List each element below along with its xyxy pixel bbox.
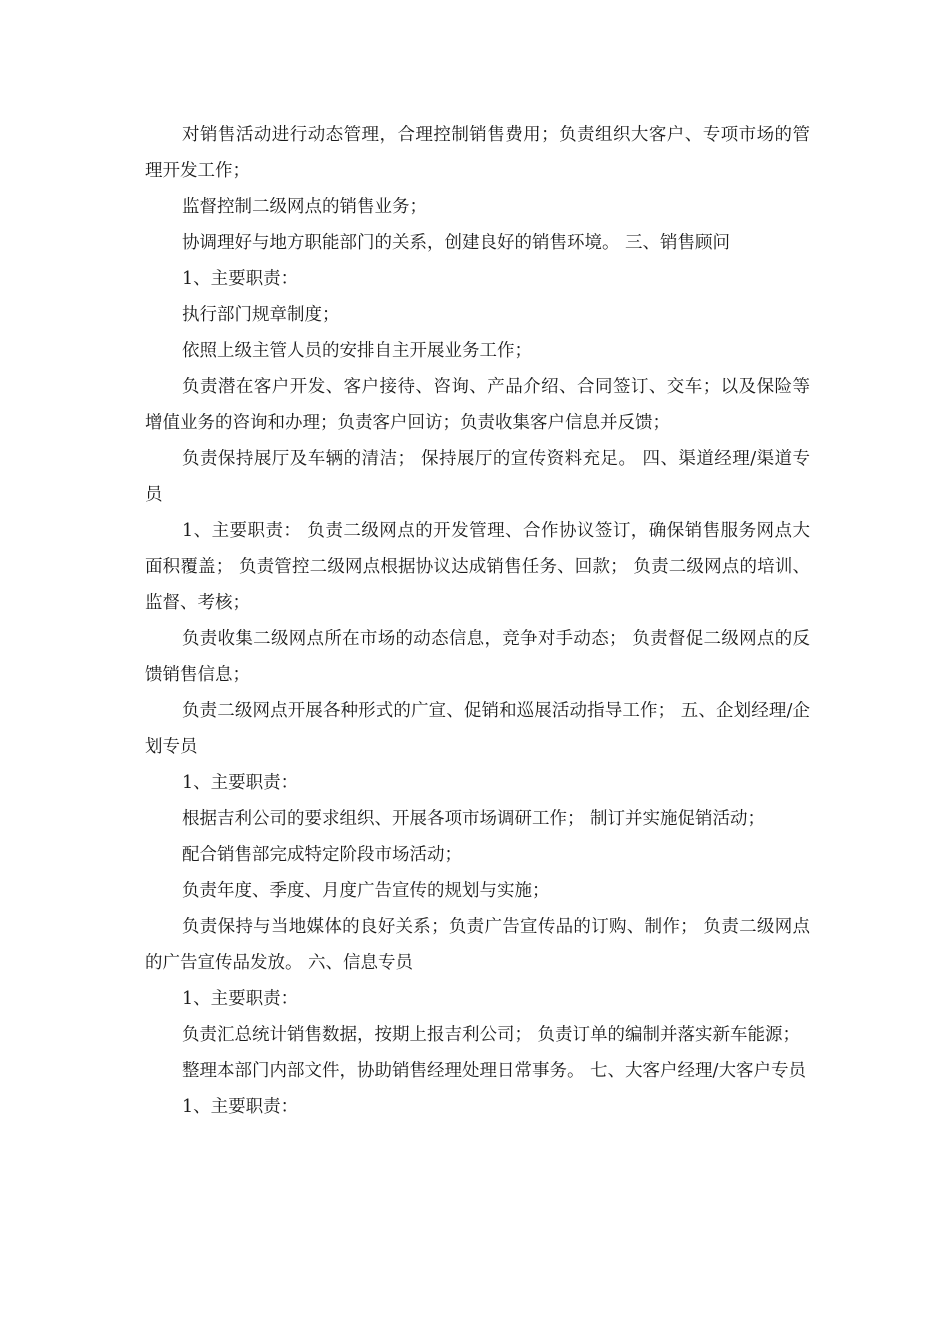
paragraph: 根据吉利公司的要求组织、开展各项市场调研工作； 制订并实施促销活动； bbox=[182, 809, 766, 829]
paragraph: 1、主要职责： bbox=[182, 269, 299, 289]
paragraph: 负责收集二级网点所在市场的动态信息，竞争对手动态； 负责督促二级网点的反馈销售信息； bbox=[145, 629, 810, 685]
paragraph: 负责潜在客户开发、客户接待、咨询、产品介绍、合同签订、交车；以及保险等增值业务的咨询和办理；负责客户回访；负责收集客户信息并反馈； bbox=[145, 377, 810, 433]
paragraph: 负责汇总统计销售数据，按期上报吉利公司； 负责订单的编制并落实新车能源； bbox=[182, 1025, 801, 1045]
paragraph: 负责保持与当地媒体的良好关系；负责广告宣传品的订购、制作； 负责二级网点的广告宣传品发放。 六、信息专员 bbox=[145, 917, 810, 973]
paragraph: 依照上级主管人员的安排自主开展业务工作； bbox=[182, 341, 532, 361]
paragraph: 1、主要职责： bbox=[182, 773, 299, 793]
paragraph: 负责年度、季度、月度广告宣传的规划与实施； bbox=[182, 881, 550, 901]
paragraph: 1、主要职责： bbox=[182, 1097, 299, 1117]
paragraph: 执行部门规章制度； bbox=[182, 305, 340, 325]
paragraph: 对销售活动进行动态管理，合理控制销售费用；负责组织大客户、专项市场的管理开发工作； bbox=[145, 125, 810, 181]
paragraph: 监督控制二级网点的销售业务； bbox=[182, 197, 427, 217]
paragraph: 整理本部门内部文件，协助销售经理处理日常事务。 七、大客户经理/大客户专员 bbox=[182, 1061, 806, 1081]
paragraph: 1、主要职责： bbox=[182, 989, 299, 1009]
paragraph: 1、主要职责： 负责二级网点的开发管理、合作协议签订，确保销售服务网点大面积覆盖； 负责管控二级网点根据协议达成销售任务、回款； 负责二级网点的培训、监督、考核； bbox=[145, 521, 810, 613]
document-body bbox=[145, 117, 810, 1125]
paragraph: 协调理好与地方职能部门的关系，创建良好的销售环境。 三、销售顾问 bbox=[182, 233, 731, 253]
paragraph: 配合销售部完成特定阶段市场活动； bbox=[182, 845, 462, 865]
paragraph: 负责保持展厅及车辆的清洁； 保持展厅的宣传资料充足。 四、渠道经理/渠道专员 bbox=[145, 449, 810, 505]
paragraph: 负责二级网点开展各种形式的广宣、促销和巡展活动指导工作； 五、企划经理/企划专员 bbox=[145, 701, 810, 757]
